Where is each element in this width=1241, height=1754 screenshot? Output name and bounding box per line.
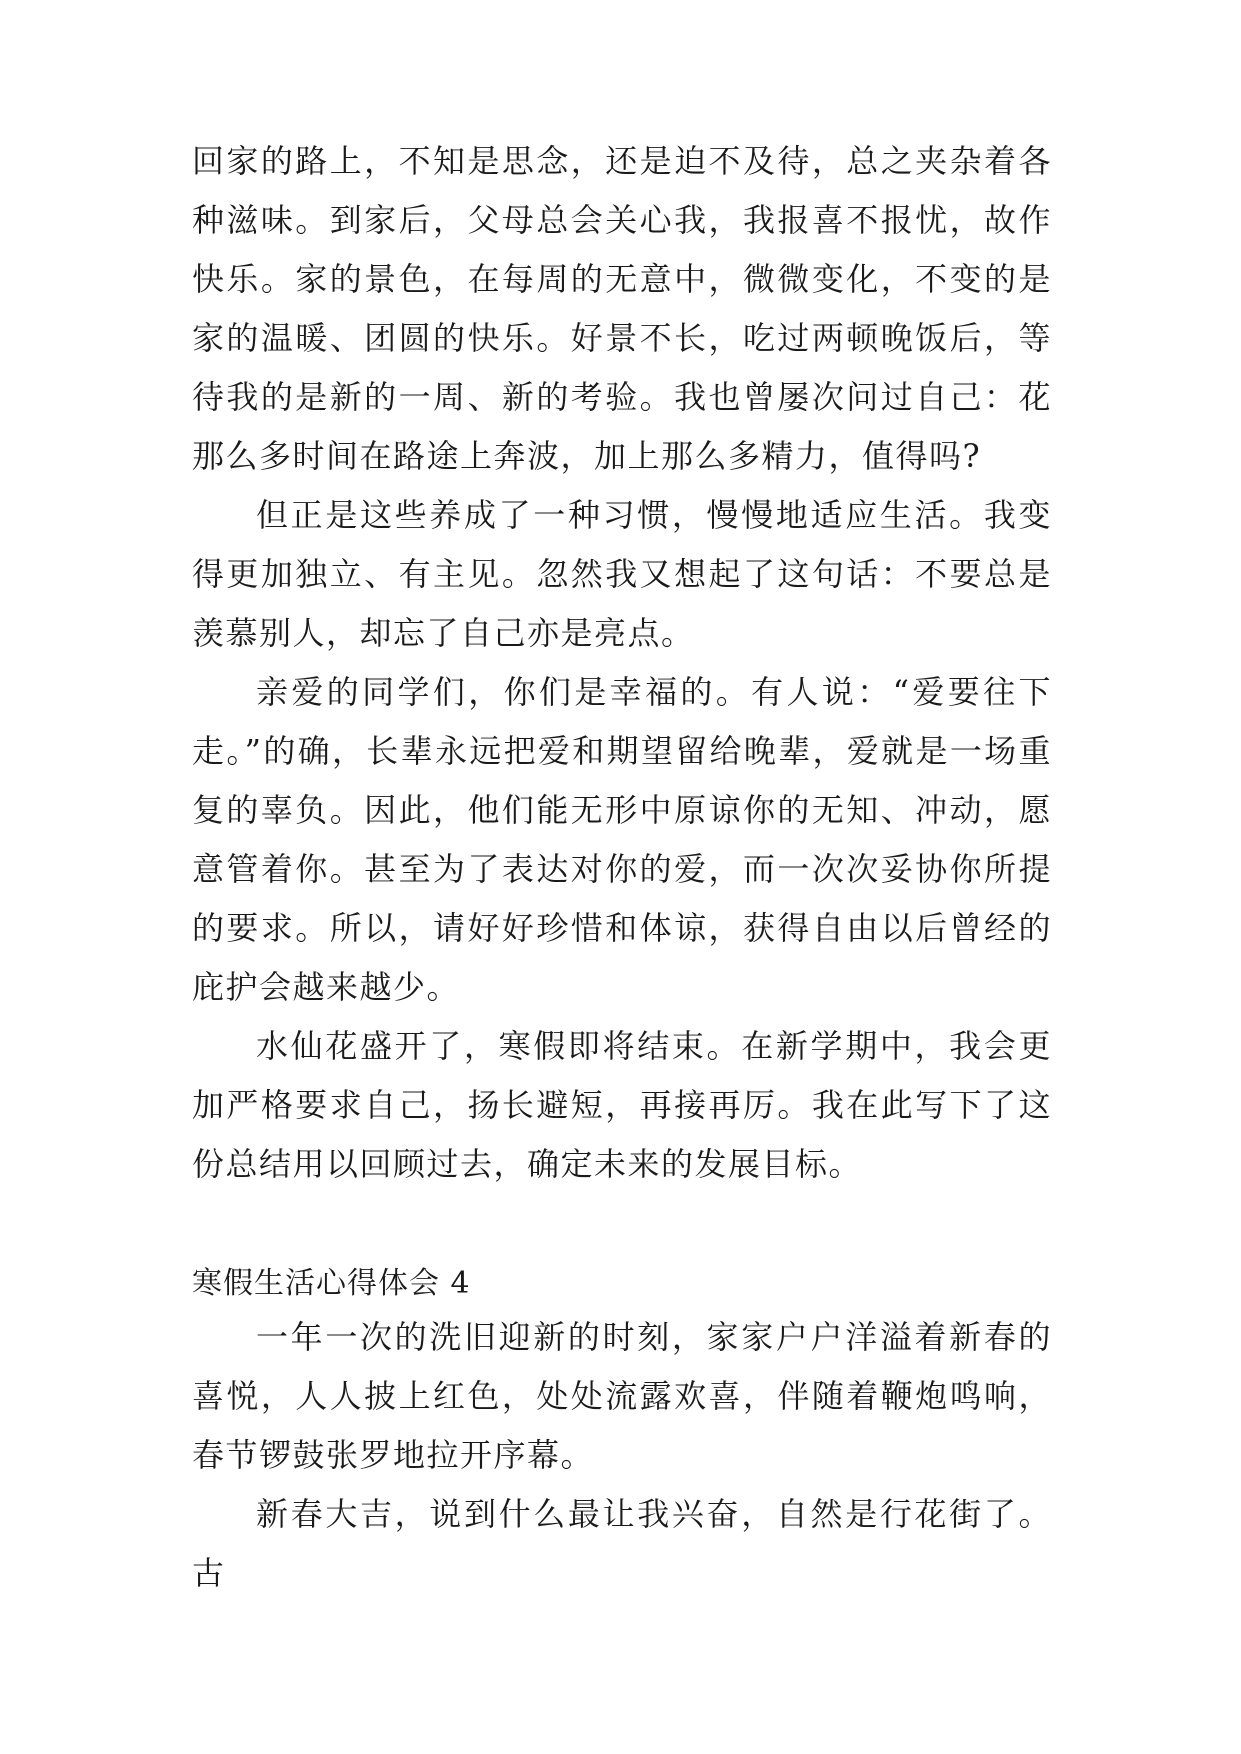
paragraph-narcissus: 水仙花盛开了，寒假即将结束。在新学期中，我会更加严格要求自己，扬长避短，再接再厉。我在此写下了这份总结用以回顾过去，确定未来的发展目标。 (192, 1027, 1052, 1183)
paragraph-journey-home: 回家的路上，不知是思念，还是迫不及待，总之夹杂着各种滋味。到家后，父母总会关心我，我报喜不报忧，故作快乐。家的景色，在每周的无意中，微微变化，不变的是家的温暖、团圆的快乐。好景不长，吃过两顿晚饭后，等待我的是新的一周、新的考验。我也曾屡次问过自己：花那么多时间在路途上奔波，加上那么多精力，值得吗? (192, 142, 1052, 475)
paragraph-dear-classmates: 亲爱的同学们，你们是幸福的。有人说：“爱要往下走。”的确，长辈永远把爱和期望留给晚辈，爱就是一场重复的辜负。因此，他们能无形中原谅你的无知、冲动，愿意管着你。甚至为了表达对你的爱，而一次次妥协你所提的要求。所以，请好好珍惜和体谅，获得自由以后曾经的庇护会越来越少。 (192, 673, 1052, 1006)
body-text-top (192, 132, 1052, 1194)
paragraph-new-year: 一年一次的洗旧迎新的时刻，家家户户洋溢着新春的喜悦，人人披上红色，处处流露欢喜，伴随着鞭炮鸣响，春节锣鼓张罗地拉开序幕。 (192, 1318, 1052, 1474)
paragraph-flower-street: 新春大吉，说到什么最让我兴奋，自然是行花街了。古 (192, 1495, 1052, 1592)
section-heading: 寒假生活心得体会 4 (192, 1266, 471, 1301)
paragraph-independence: 但正是这些养成了一种习惯，慢慢地适应生活。我变得更加独立、有主见。忽然我又想起了这句话：不要总是羡慕别人，却忘了自己亦是亮点。 (192, 496, 1052, 652)
body-text-bottom (192, 1308, 1052, 1603)
